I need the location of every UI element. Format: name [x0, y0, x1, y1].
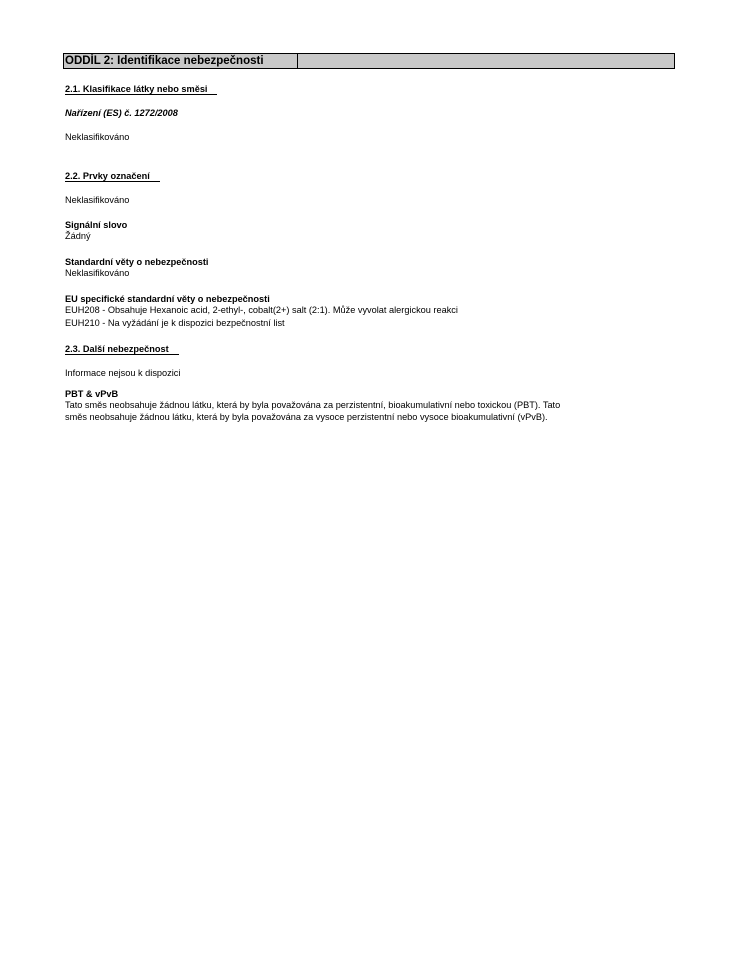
regulation-label: Nařízení (ES) č. 1272/2008 [65, 108, 178, 118]
other-hazards-info: Informace nejsou k dispozici [65, 368, 181, 378]
section-2-header [63, 53, 675, 69]
classification-heading: 2.1. Klasifikace látky nebo směsi [65, 84, 217, 95]
other-hazards-heading: 2.3. Další nebezpečnost [65, 344, 179, 355]
pbt-text-line-2: směs neobsahuje žádnou látku, která by byla považována za vysoce perzistentní nebo vysoce bioakumulativní (vPvB). [65, 412, 548, 422]
pbt-text-line-1: Tato směs neobsahuje žádnou látku, která by byla považována za perzistentní, bioakumulativní nebo toxickou (PBT). Tato [65, 400, 561, 410]
hazard-statements-value: Neklasifikováno [65, 268, 130, 278]
classification-value: Neklasifikováno [65, 132, 130, 142]
signal-word-value: Žádný [65, 231, 91, 241]
label-elements-heading: 2.2. Prvky označení [65, 171, 160, 182]
section-2-title: ODDÍL 2: Identifikace nebezpečnosti [64, 54, 298, 68]
signal-word-label: Signální slovo [65, 220, 128, 230]
eu-statements-label: EU specifické standardní věty o nebezpečnosti [65, 294, 270, 304]
euh210-statement: EUH210 - Na vyžádání je k dispozici bezpečnostní list [65, 318, 285, 328]
pbt-label: PBT & vPvB [65, 389, 119, 399]
hazard-statements-label: Standardní věty o nebezpečnosti [65, 257, 209, 267]
label-elements-value: Neklasifikováno [65, 195, 130, 205]
euh208-statement: EUH208 - Obsahuje Hexanoic acid, 2-ethyl-, cobalt(2+) salt (2:1). Může vyvolat alergickou reakci [65, 305, 458, 315]
